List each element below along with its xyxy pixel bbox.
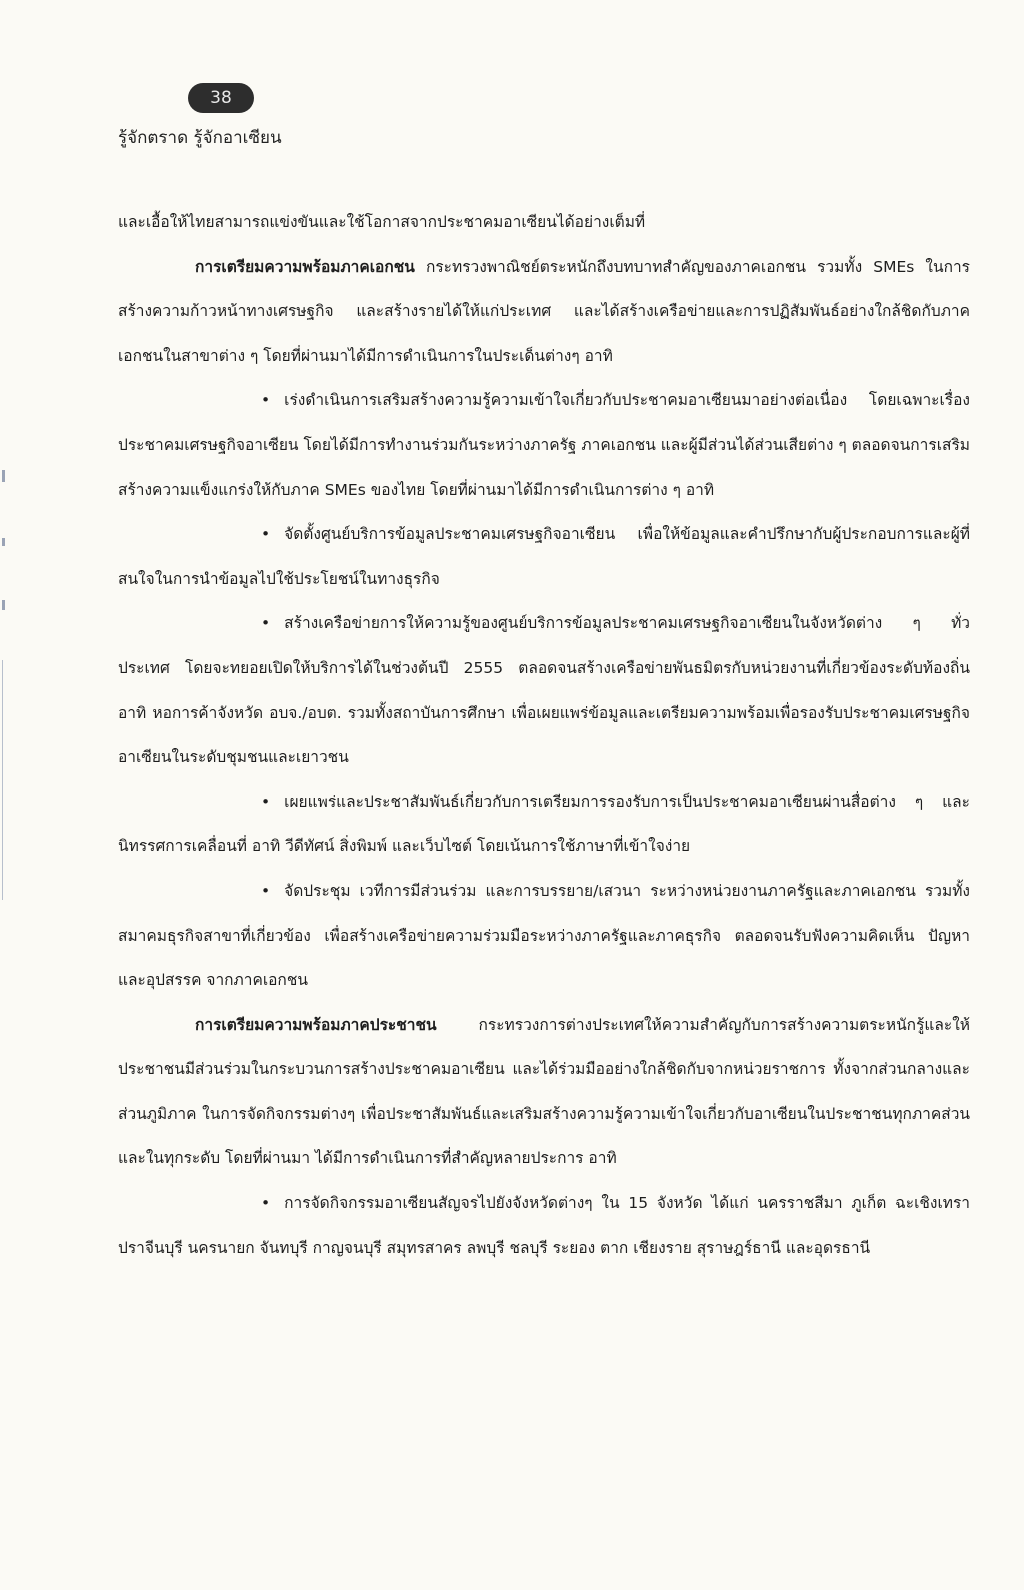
bullet-item [118,1181,970,1270]
body-text [118,200,970,1270]
bullet-text: การจัดกิจกรรมอาเซียนสัญจรไปยังจังหวัดต่างๆ ใน 15 จังหวัด ได้แก่ นครราชสีมา ภูเก็ต ฉะเชิงเทรา ปราจีนบุรี นครนายก จันทบุรี กาญจนบุรี สมุทรสาคร ลพบุรี ชลบุรี ระยอง ตาก เชียงราย สุราษฎร์ธานี และอุดรธานี [118,1194,970,1257]
bullet-item [118,378,970,512]
bullet-text: เผยแพร่และประชาสัมพันธ์เกี่ยวกับการเตรียมการรองรับการเป็นประชาคมอาเซียนผ่านสื่อต่าง ๆ และนิทรรศการเคลื่อนที่ อาทิ วีดีทัศน์ สิ่งพิมพ์ และเว็บไซต์ โดยเน้นการใช้ภาษาที่เข้าใจง่าย [118,792,970,856]
paragraph-public-sector [118,1003,970,1181]
scan-artifact [2,470,5,482]
bullet-text: เร่งดำเนินการเสริมสร้างความรู้ความเข้าใจเกี่ยวกับประชาคมอาเซียนมาอย่างต่อเนื่อง โดยเฉพาะเรื่องประชาคมเศรษฐกิจอาเซียน โดยได้มีการทำงานร่วมกันระหว่างภาครัฐ ภาคเอกชน และผู้มีส่วนได้ส่วนเสียต่าง ๆ ตลอดจนการเสริมสร้างความแข็งแกร่งให้กับภาค SMEs ของไทย โดยที่ผ่านมาได้มีการดำเนินการต่าง ๆ อาทิ [118,391,970,499]
running-head: รู้จักตราด รู้จักอาเซียน [118,128,282,148]
paragraph: และเอื้อให้ไทยสามารถแข่งขันและใช้โอกาสจากประชาคมอาเซียนได้อย่างเต็มที่ [118,213,646,231]
bullet-text: จัดตั้งศูนย์บริการข้อมูลประชาคมเศรษฐกิจอาเซียน เพื่อให้ข้อมูลและคำปรึกษากับผู้ประกอบการและผู้ที่สนใจในการนำข้อมูลไปใช้ประโยชน์ในทางธุรกิจ [118,525,970,588]
page-number-badge: 38 [188,83,254,113]
bullet-item [118,512,970,601]
bullet-item [118,780,970,869]
scan-artifact [2,660,3,900]
bullet-text: สร้างเครือข่ายการให้ความรู้ของศูนย์บริการข้อมูลประชาคมเศรษฐกิจอาเซียนในจังหวัดต่าง ๆ ทั่วประเทศ โดยจะทยอยเปิดให้บริการได้ในช่วงต้นปี 2555 ตลอดจนสร้างเครือข่ายพันธมิตรกับหน่วยงานที่เกี่ยวข้องระดับท้องถิ่น อาทิ หอการค้าจังหวัด อบจ./อบต. รวมทั้งสถาบันการศึกษา เพื่อเผยแพร่ข้อมูลและเตรียมความพร้อมเพื่อรองรับประชาคมเศรษฐกิจอาเซียนในระดับชุมชนและเยาวชน [118,614,970,767]
paragraph-text: กระทรวงพาณิชย์ตระหนักถึงบทบาทสำคัญของภาคเอกชน รวมทั้ง SMEs ในการสร้างความก้าวหน้าทางเศรษฐกิจ และสร้างรายได้ให้แก่ประเทศ และได้สร้างเครือข่ายและการปฏิสัมพันธ์อย่างใกล้ชิดกับภาคเอกชนในสาขาต่าง ๆ โดยที่ผ่านมาได้มีการดำเนินการในประเด็นต่างๆ อาทิ [118,257,970,365]
bullet-icon: • [261,391,271,410]
bullet-item [118,601,970,779]
bullet-icon: • [261,792,271,811]
bullet-text: จัดประชุม เวทีการมีส่วนร่วม และการบรรยาย/เสวนา ระหว่างหน่วยงานภาครัฐและภาคเอกชน รวมทั้งสมาคมธุรกิจสาขาที่เกี่ยวข้อง เพื่อสร้างเครือข่ายความร่วมมือระหว่างภาครัฐและภาคธุรกิจ ตลอดจนรับฟังความคิดเห็น ปัญหาและอุปสรรค จากภาคเอกชน [118,881,970,990]
bullet-item [118,869,970,1003]
paragraph-text: กระทรวงการต่างประเทศให้ความสำคัญกับการสร้างความตระหนักรู้และให้ประชาชนมีส่วนร่วมในกระบวนการสร้างประชาคมอาเซียน และได้ร่วมมืออย่างใกล้ชิดกับจากหน่วยราชการ ทั้งจากส่วนกลางและส่วนภูมิภาค ในการจัดกิจกรรมต่างๆ เพื่อประชาสัมพันธ์และเสริมสร้างความรู้ความเข้าใจเกี่ยวกับอาเซียนในประชาชนทุกภาคส่วนและในทุกระดับ โดยที่ผ่านมา ได้มีการดำเนินการที่สำคัญหลายประการ อาทิ [118,1015,970,1168]
section-heading-private-sector: การเตรียมความพร้อมภาคเอกชน [195,257,415,276]
bullet-icon: • [261,614,271,633]
scan-artifact [2,538,5,546]
bullet-icon: • [261,1194,271,1213]
bullet-icon: • [261,881,271,900]
paragraph-private-sector [118,245,970,379]
bullet-icon: • [261,525,271,544]
section-heading-public-sector: การเตรียมความพร้อมภาคประชาชน [195,1015,437,1034]
scan-artifact [2,600,5,610]
